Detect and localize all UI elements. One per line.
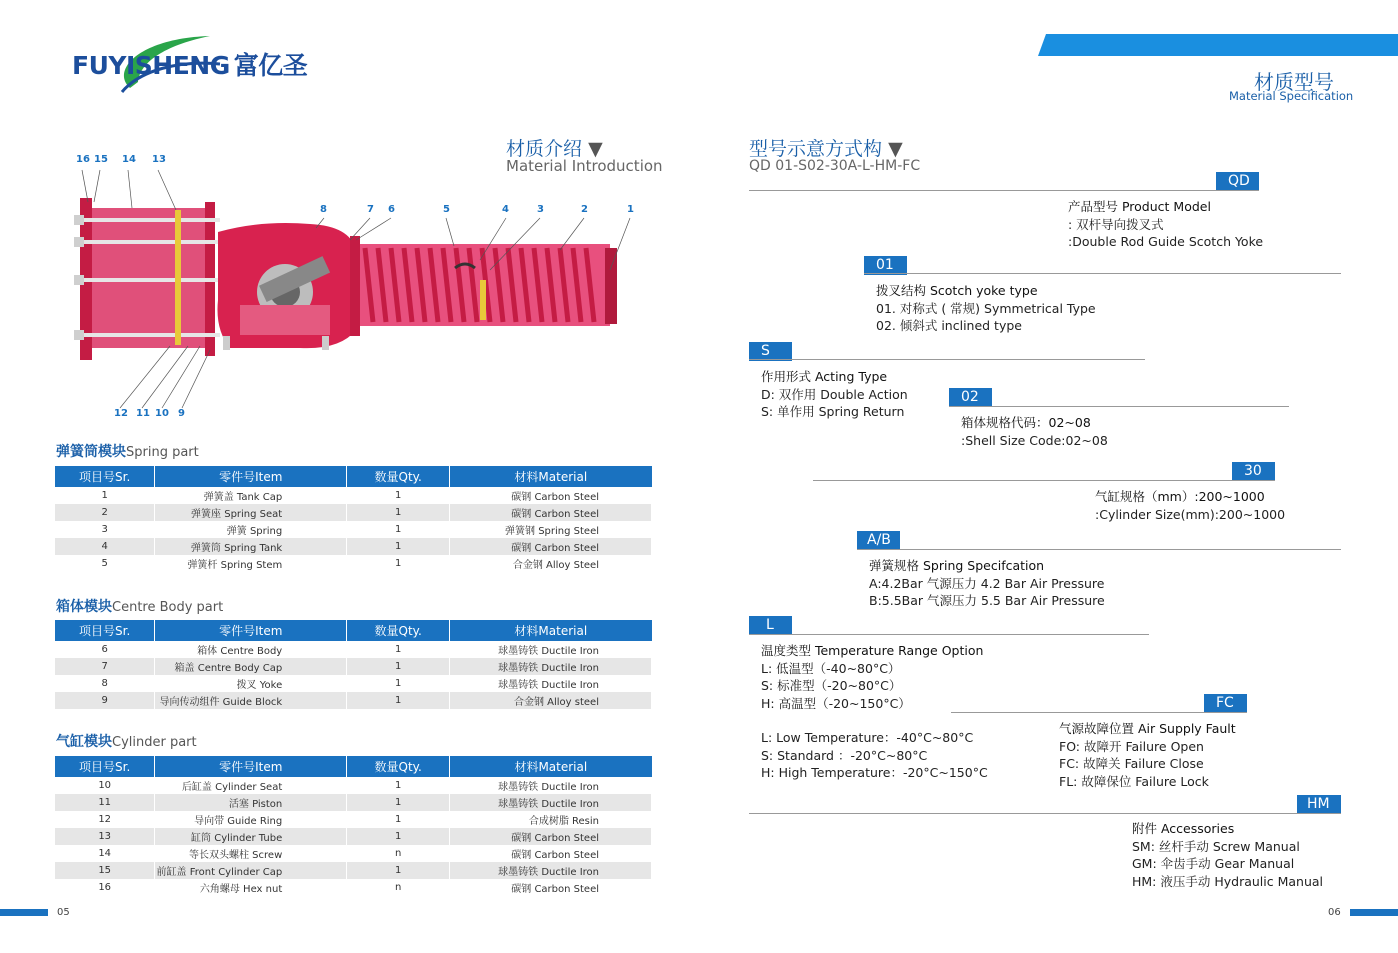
callout-1: 1 bbox=[627, 204, 634, 215]
spec-hm-text: 附件 Accessories SM: 丝杆手动 Screw Manual GM: 伞齿手动 Gear Manual HM: 液压手动 Hydraulic Manual bbox=[1132, 821, 1324, 889]
cell-item: 前缸盖 Front Cylinder Cap bbox=[155, 862, 347, 879]
cell-item: 箱盖 Centre Body Cap bbox=[155, 658, 347, 675]
cell-material: 合金钢 Alloy Steel bbox=[450, 555, 652, 572]
cell-sr: 13 bbox=[55, 828, 155, 845]
table-row bbox=[55, 487, 652, 504]
table-row bbox=[55, 504, 652, 521]
cell-qty: 1 bbox=[347, 862, 450, 879]
cylinder-part-title: 气缸模块Cylinder part bbox=[56, 734, 197, 750]
col-header-qty: 数量Qty. bbox=[347, 620, 450, 641]
tag-30: 30 bbox=[1232, 462, 1275, 481]
table-row bbox=[55, 862, 652, 879]
cell-item: 弹簧 Spring bbox=[155, 521, 347, 538]
cell-material: 合金钢 Alloy steel bbox=[450, 692, 652, 709]
cell-qty: 1 bbox=[347, 555, 450, 572]
cell-material: 球墨铸铁 Ductile Iron bbox=[450, 777, 652, 794]
callout-10: 10 bbox=[155, 408, 169, 419]
tag-fc: FC bbox=[1204, 694, 1247, 713]
callout-6: 6 bbox=[388, 204, 395, 215]
cell-sr: 10 bbox=[55, 777, 155, 794]
spring-part-title: 弹簧筒模块Spring part bbox=[56, 444, 199, 460]
cell-material: 碳钢 Carbon Steel bbox=[450, 504, 652, 521]
rule bbox=[949, 406, 1289, 407]
table-row bbox=[55, 521, 652, 538]
spec-01-text: 拨叉结构 Scotch yoke type 01. 对称式 ( 常规) Symmetrical Type 02. 倾斜式 inclined type bbox=[876, 283, 1096, 333]
cell-item: 弹簧座 Spring Seat bbox=[155, 504, 347, 521]
company-logo bbox=[70, 30, 330, 96]
logo-text: FUYISHENG 富亿圣 bbox=[72, 51, 308, 80]
col-header-sr: 项目号Sr. bbox=[55, 756, 155, 777]
cell-qty: 1 bbox=[347, 675, 450, 692]
table-row bbox=[55, 777, 652, 794]
cell-item: 弹簧盖 Tank Cap bbox=[155, 487, 347, 504]
callout-5: 5 bbox=[443, 204, 450, 215]
cell-sr: 2 bbox=[55, 504, 155, 521]
cell-item: 六角螺母 Hex nut bbox=[155, 879, 347, 896]
cell-item: 导向传动组件 Guide Block bbox=[155, 692, 347, 709]
rule bbox=[864, 273, 1341, 274]
spec-l-text: 温度类型 Temperature Range Option L: 低温型（-40~80°C） S: 标准型（-20~80°C） H: 高温型（-20~150°C） bbox=[761, 643, 984, 711]
cell-sr: 15 bbox=[55, 862, 155, 879]
page-number-left: 05 bbox=[57, 907, 70, 918]
tag-01: 01 bbox=[864, 256, 907, 275]
rule bbox=[857, 549, 1341, 550]
cell-material: 球墨铸铁 Ductile Iron bbox=[450, 675, 652, 692]
spec-30-text: 气缸规格（mm）:200~1000 :Cylinder Size(mm):200~1000 bbox=[1095, 489, 1286, 522]
tag-qd: QD bbox=[1216, 172, 1259, 191]
cell-item: 导向带 Guide Ring bbox=[155, 811, 347, 828]
cell-qty: 1 bbox=[347, 521, 450, 538]
spec-s-text: 作用形式 Acting Type D: 双作用 Double Action S: 单作用 Spring Return bbox=[761, 369, 908, 419]
callout-3: 3 bbox=[537, 204, 544, 215]
cell-item: 缸筒 Cylinder Tube bbox=[155, 828, 347, 845]
callout-13: 13 bbox=[152, 154, 166, 165]
cell-qty: 1 bbox=[347, 692, 450, 709]
cell-qty: 1 bbox=[347, 828, 450, 845]
spec-qd-text: 产品型号 Product Model : 双杆导向拨叉式 :Double Rod Guide Scotch Yoke bbox=[1068, 199, 1264, 249]
col-header-item: 零件号Item bbox=[155, 466, 347, 487]
callout-16: 16 bbox=[76, 154, 90, 165]
callout-7: 7 bbox=[367, 204, 374, 215]
col-header-qty: 数量Qty. bbox=[347, 466, 450, 487]
col-header-sr: 项目号Sr. bbox=[55, 466, 155, 487]
cell-qty: n bbox=[347, 845, 450, 862]
rule bbox=[749, 634, 1149, 635]
intro-title: 材质介绍 ▼ bbox=[506, 138, 603, 160]
rule bbox=[749, 359, 1145, 360]
callout-12: 12 bbox=[114, 408, 128, 419]
cell-material: 球墨铸铁 Ductile Iron bbox=[450, 658, 652, 675]
cell-material: 碳钢 Carbon Steel bbox=[450, 538, 652, 555]
cell-material: 碳钢 Carbon Steel bbox=[450, 487, 652, 504]
tag-hm: HM bbox=[1297, 795, 1341, 814]
cell-item: 后缸盖 Cylinder Seat bbox=[155, 777, 347, 794]
cell-qty: 1 bbox=[347, 538, 450, 555]
cell-qty: n bbox=[347, 879, 450, 896]
cell-sr: 5 bbox=[55, 555, 155, 572]
table-row bbox=[55, 692, 652, 709]
table-row bbox=[55, 538, 652, 555]
callout-9: 9 bbox=[178, 408, 185, 419]
rule bbox=[951, 712, 1247, 713]
rule bbox=[749, 813, 1341, 814]
cell-sr: 14 bbox=[55, 845, 155, 862]
table-row bbox=[55, 641, 652, 658]
footer-bar-left bbox=[0, 909, 48, 916]
table-row bbox=[55, 845, 652, 862]
spec-fc-text: 气源故障位置 Air Supply Fault FO: 故障开 Failure Open FC: 故障关 Failure Close FL: 故障保位 Failure Lock bbox=[1059, 721, 1236, 789]
spec-02-text: 箱体规格代码：02~08 :Shell Size Code:02~08 bbox=[961, 415, 1108, 448]
cell-sr: 4 bbox=[55, 538, 155, 555]
cell-material: 碳钢 Carbon Steel bbox=[450, 828, 652, 845]
col-header-item: 零件号Item bbox=[155, 620, 347, 641]
col-header-material: 材料Material bbox=[450, 620, 652, 641]
table-row bbox=[55, 794, 652, 811]
cell-item: 箱体 Centre Body bbox=[155, 641, 347, 658]
cell-sr: 7 bbox=[55, 658, 155, 675]
callout-14: 14 bbox=[122, 154, 136, 165]
cell-sr: 9 bbox=[55, 692, 155, 709]
tag-ab: A/B bbox=[857, 531, 900, 550]
cell-sr: 8 bbox=[55, 675, 155, 692]
callout-8: 8 bbox=[320, 204, 327, 215]
table-row bbox=[55, 828, 652, 845]
table-row bbox=[55, 658, 652, 675]
spec-ab-text: 弹簧规格 Spring Specifcation A:4.2Bar 气源压力 4.2 Bar Air Pressure B:5.5Bar 气源压力 5.5 Bar Air Pressure bbox=[869, 558, 1105, 608]
cell-material: 碳钢 Carbon Steel bbox=[450, 879, 652, 896]
cell-sr: 12 bbox=[55, 811, 155, 828]
tag-l: L bbox=[749, 616, 792, 635]
callout-11: 11 bbox=[136, 408, 150, 419]
cell-qty: 1 bbox=[347, 641, 450, 658]
col-header-material: 材料Material bbox=[450, 466, 652, 487]
tag-02: 02 bbox=[949, 388, 992, 407]
rule bbox=[749, 190, 1259, 191]
cell-item: 弹簧筒 Spring Tank bbox=[155, 538, 347, 555]
col-header-sr: 项目号Sr. bbox=[55, 620, 155, 641]
cell-item: 弹簧杆 Spring Stem bbox=[155, 555, 347, 572]
col-header-item: 零件号Item bbox=[155, 756, 347, 777]
callout-15: 15 bbox=[94, 154, 108, 165]
cell-sr: 3 bbox=[55, 521, 155, 538]
table-row bbox=[55, 675, 652, 692]
cylinder-table bbox=[55, 756, 652, 896]
table-row bbox=[55, 811, 652, 828]
tag-s: S bbox=[749, 342, 792, 361]
callout-4: 4 bbox=[502, 204, 509, 215]
centre-table bbox=[55, 620, 652, 709]
cell-qty: 1 bbox=[347, 794, 450, 811]
cell-item: 等长双头螺柱 Screw bbox=[155, 845, 347, 862]
page-number-right: 06 bbox=[1328, 907, 1341, 918]
cell-qty: 1 bbox=[347, 504, 450, 521]
cell-qty: 1 bbox=[347, 811, 450, 828]
cell-material: 碳钢 Carbon Steel bbox=[450, 845, 652, 862]
cell-material: 球墨铸铁 Ductile Iron bbox=[450, 862, 652, 879]
cell-sr: 1 bbox=[55, 487, 155, 504]
rule bbox=[813, 480, 1275, 481]
cell-qty: 1 bbox=[347, 777, 450, 794]
table-row bbox=[55, 879, 652, 896]
centre-part-title: 箱体模块Centre Body part bbox=[56, 599, 224, 615]
spec-l-en-text: L: Low Temperature：-40°C~80°C S: Standard ：-20°C~80°C H: High Temperature：-20°C~150°C bbox=[761, 730, 988, 780]
cell-material: 球墨铸铁 Ductile Iron bbox=[450, 794, 652, 811]
cell-item: 活塞 Piston bbox=[155, 794, 347, 811]
header-stripe bbox=[1038, 34, 1398, 56]
page-subtitle: Material Specification bbox=[1229, 89, 1354, 103]
cell-material: 弹簧钢 Spring Steel bbox=[450, 521, 652, 538]
cell-material: 合成树脂 Resin bbox=[450, 811, 652, 828]
footer-bar-right bbox=[1350, 909, 1398, 916]
model-title: 型号示意方式构 ▼ bbox=[749, 138, 903, 160]
actuator-illustration bbox=[60, 150, 660, 430]
cell-sr: 16 bbox=[55, 879, 155, 896]
spring-table bbox=[55, 466, 652, 572]
intro-subtitle: Material Introduction bbox=[506, 157, 663, 175]
cell-sr: 6 bbox=[55, 641, 155, 658]
cell-material: 球墨铸铁 Ductile Iron bbox=[450, 641, 652, 658]
col-header-material: 材料Material bbox=[450, 756, 652, 777]
cell-sr: 11 bbox=[55, 794, 155, 811]
cell-qty: 1 bbox=[347, 658, 450, 675]
cell-qty: 1 bbox=[347, 487, 450, 504]
table-row bbox=[55, 555, 652, 572]
page-title: 材质型号 bbox=[1254, 70, 1334, 94]
callout-2: 2 bbox=[581, 204, 588, 215]
model-code: QD 01-S02-30A-L-HM-FC bbox=[749, 158, 921, 174]
cell-item: 拨叉 Yoke bbox=[155, 675, 347, 692]
col-header-qty: 数量Qty. bbox=[347, 756, 450, 777]
